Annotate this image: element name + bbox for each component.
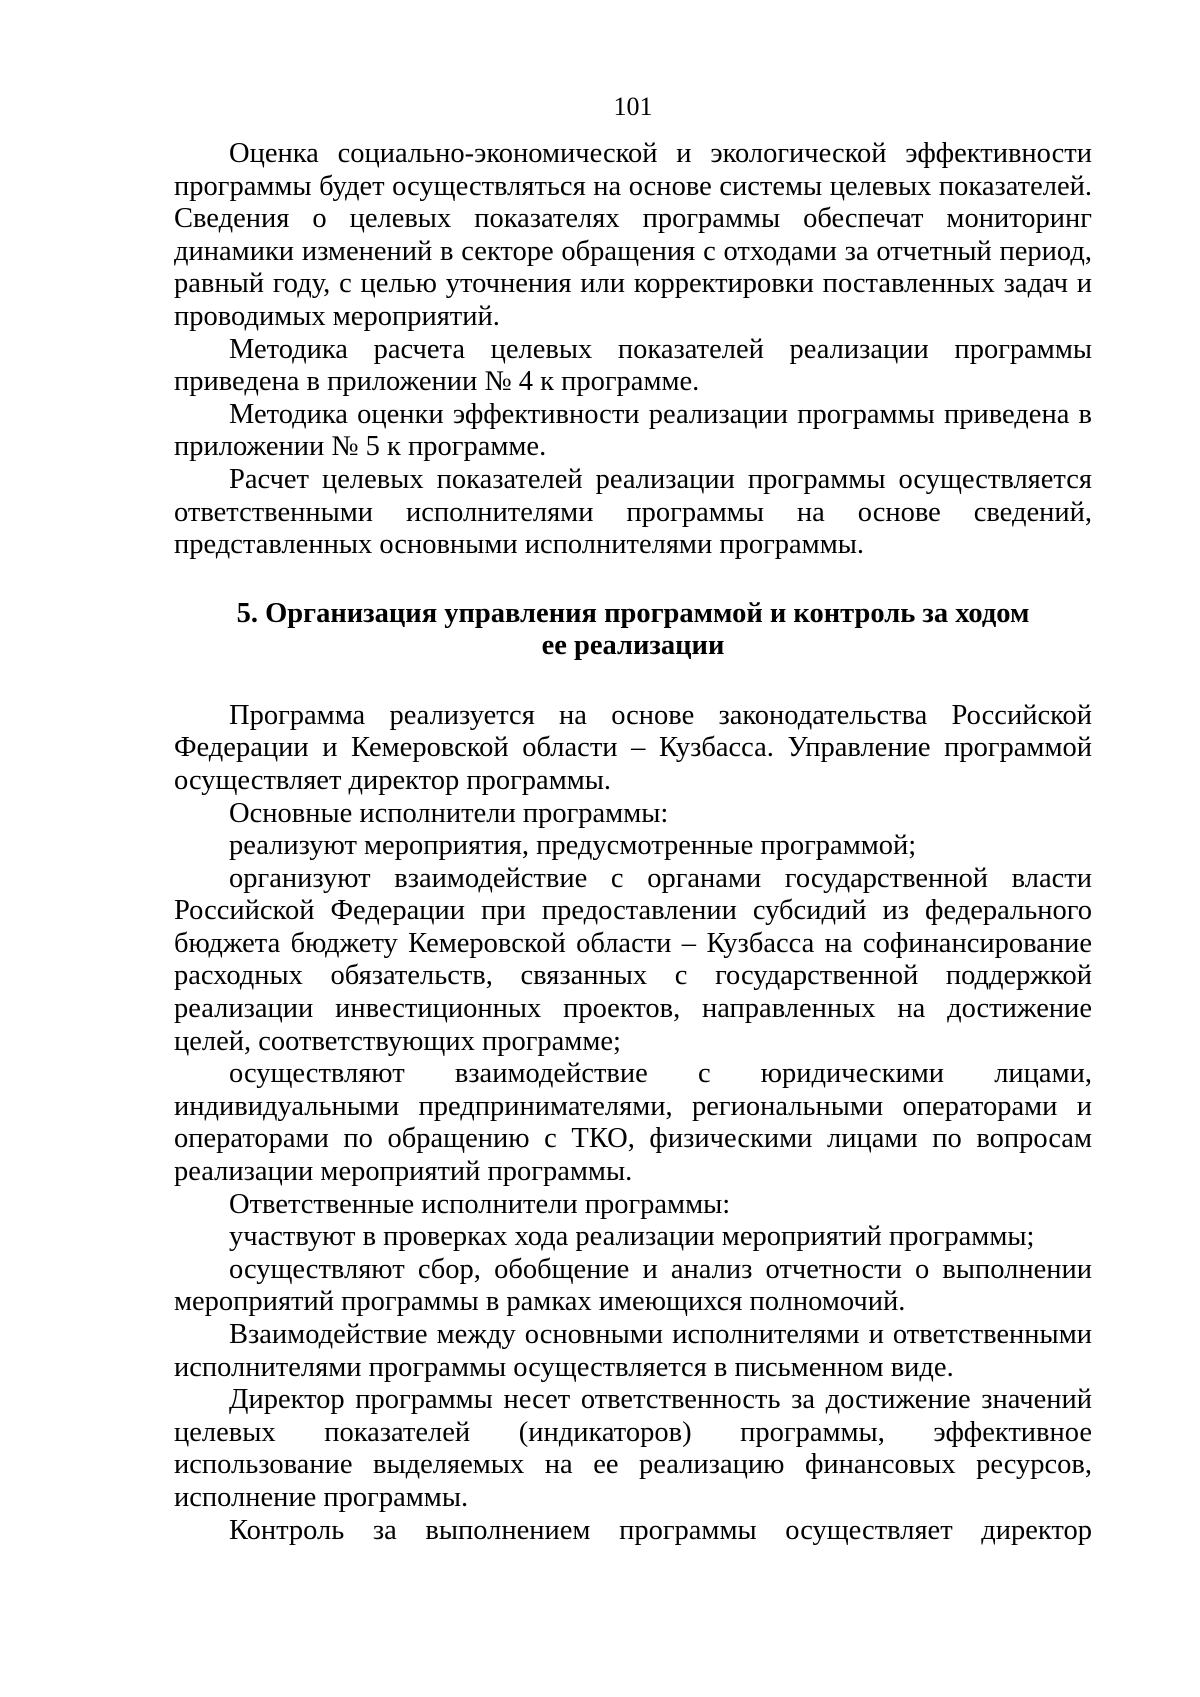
paragraph: осуществляют взаимодействие с юридическими лицами, индивидуальными предпринимателями, региональными операторами и операторами по обращению с ТКО, физическими лицами по вопросам реализации мероприятий программы.: [174, 1058, 1092, 1188]
paragraph: Взаимодействие между основными исполнителями и ответственными исполнителями программы осуществляется в письменном виде.: [174, 1319, 1092, 1383]
paragraph: Программа реализуется на основе законодательства Российской Федерации и Кемеровской области – Кузбасса. Управление программой осуществляет директор программы.: [174, 699, 1092, 796]
section-heading-line-2: ее реализации: [541, 629, 725, 661]
section-heading: [174, 598, 1092, 662]
paragraph: организуют взаимодействие с органами государственной власти Российской Федерации при предоставлении субсидий из федерального бюджета бюджету Кемеровской области – Кузбасса на софинансирование расходных обязательств, связанных с государственной поддержкой реализации инвестиционных проектов, направленных на достижение целей, соответствующих программе;: [174, 862, 1092, 1057]
paragraph: Директор программы несет ответственность за достижение значений целевых показателей (индикаторов) программы, эффективное использование выделяемых на ее реализацию финансовых ресурсов, исполнение программы.: [174, 1384, 1092, 1513]
paragraph: Основные исполнители программы:: [229, 797, 669, 829]
paragraph: Контроль за выполнением программы осуществляет директор: [229, 1514, 1092, 1546]
spacer: [174, 562, 1092, 598]
paragraph: участвуют в проверках хода реализации мероприятий программы;: [229, 1221, 1035, 1253]
paragraph: Расчет целевых показателей реализации программы осуществляется ответственными исполнителями программы на основе сведений, представленных основными исполнителями программы.: [174, 463, 1092, 561]
paragraph: реализуют мероприятия, предусмотренные программой;: [229, 830, 917, 862]
document-page: [174, 92, 1092, 1547]
paragraph: Методика расчета целевых показателей реализации программы приведена в приложении № 4 к программе.: [174, 333, 1092, 398]
paragraph: Методика оценки эффективности реализации программы приведена в приложении № 5 к программе.: [174, 398, 1092, 463]
spacer: [174, 662, 1092, 700]
paragraph: Ответственные исполнители программы:: [229, 1188, 731, 1220]
section-heading-line-1: 5. Организация управления программой и контроль за ходом: [236, 597, 1030, 629]
paragraph: Оценка социально-экономической и экологической эффективности программы будет осуществляться на основе системы целевых показателей. Сведения о целевых показателях программы обеспечат мониторинг динамики изменений в секторе обращения с отходами за отчетный период, равный году, с целью уточнения или корректировки поставленных задач и проводимых мероприятий.: [174, 138, 1092, 332]
page-number: 101: [613, 92, 653, 121]
paragraph: осуществляют сбор, обобщение и анализ отчетности о выполнении мероприятий программы в рамках имеющихся полномочий.: [174, 1253, 1092, 1318]
